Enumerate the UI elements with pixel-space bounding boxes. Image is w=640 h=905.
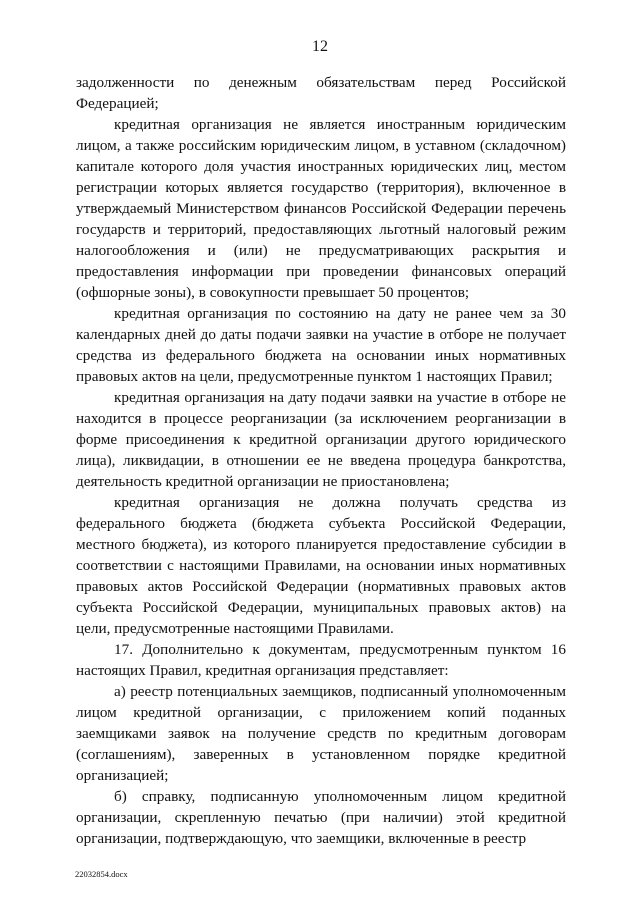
page-number: 12 (312, 38, 328, 55)
paragraph: 17. Дополнительно к документам, предусмотренным пунктом 16 настоящих Правил, кредитная организация представляет: (76, 641, 566, 679)
paragraph: б) справку, подписанную уполномоченным лицом кредитной организации, скрепленную печатью (при наличии) этой кредитной организации, подтверждающую, что заемщики, включенные в реестр (76, 788, 566, 847)
paragraph: кредитная организация не должна получать средства из федерального бюджета (бюджета субъекта Российской Федерации, местного бюджета), из которого планируется предоставление субсидии в соответствии с настоящими Правилами, на основании иных нормативных правовых актов Российской Федерации (нормативных правовых актов субъекта Российской Федерации, муниципальных правовых актов) на цели, предусмотренные настоящими Правилами. (76, 494, 566, 637)
document-filename: 22032854.docx (75, 869, 128, 879)
document-body (76, 72, 566, 849)
paragraph: кредитная организация по состоянию на дату не ранее чем за 30 календарных дней до даты подачи заявки на участие в отборе не получает средства из федерального бюджета на основании иных нормативных правовых актов на цели, предусмотренные пунктом 1 настоящих Правил; (76, 305, 566, 385)
paragraph: кредитная организация не является иностранным юридическим лицом, а также российским юридическим лицом, в уставном (складочном) капитале которого доля участия иностранных юридических лиц, местом регистрации которых является государство (территория), включенное в утверждаемый Министерством финансов Российской Федерации перечень государств и территорий, предоставляющих льготный налоговый режим налогообложения и (или) не предусматривающих раскрытия и предоставления информации при проведении финансовых операций (офшорные зоны), в совокупности превышает 50 процентов; (76, 116, 566, 301)
paragraph: задолженности по денежным обязательствам перед Российской Федерацией; (76, 74, 566, 112)
paragraph: а) реестр потенциальных заемщиков, подписанный уполномоченным лицом кредитной организации, с приложением копий поданных заемщиками заявок на получение средств по кредитным договорам (соглашениям), заверенных в установленном порядке кредитной организацией; (76, 683, 566, 784)
paragraph: кредитная организация на дату подачи заявки на участие в отборе не находится в процессе реорганизации (за исключением реорганизации в форме присоединения к кредитной организации другого юридического лица), ликвидации, в отношении ее не введена процедура банкротства, деятельность кредитной организации не приостановлена; (76, 389, 566, 490)
